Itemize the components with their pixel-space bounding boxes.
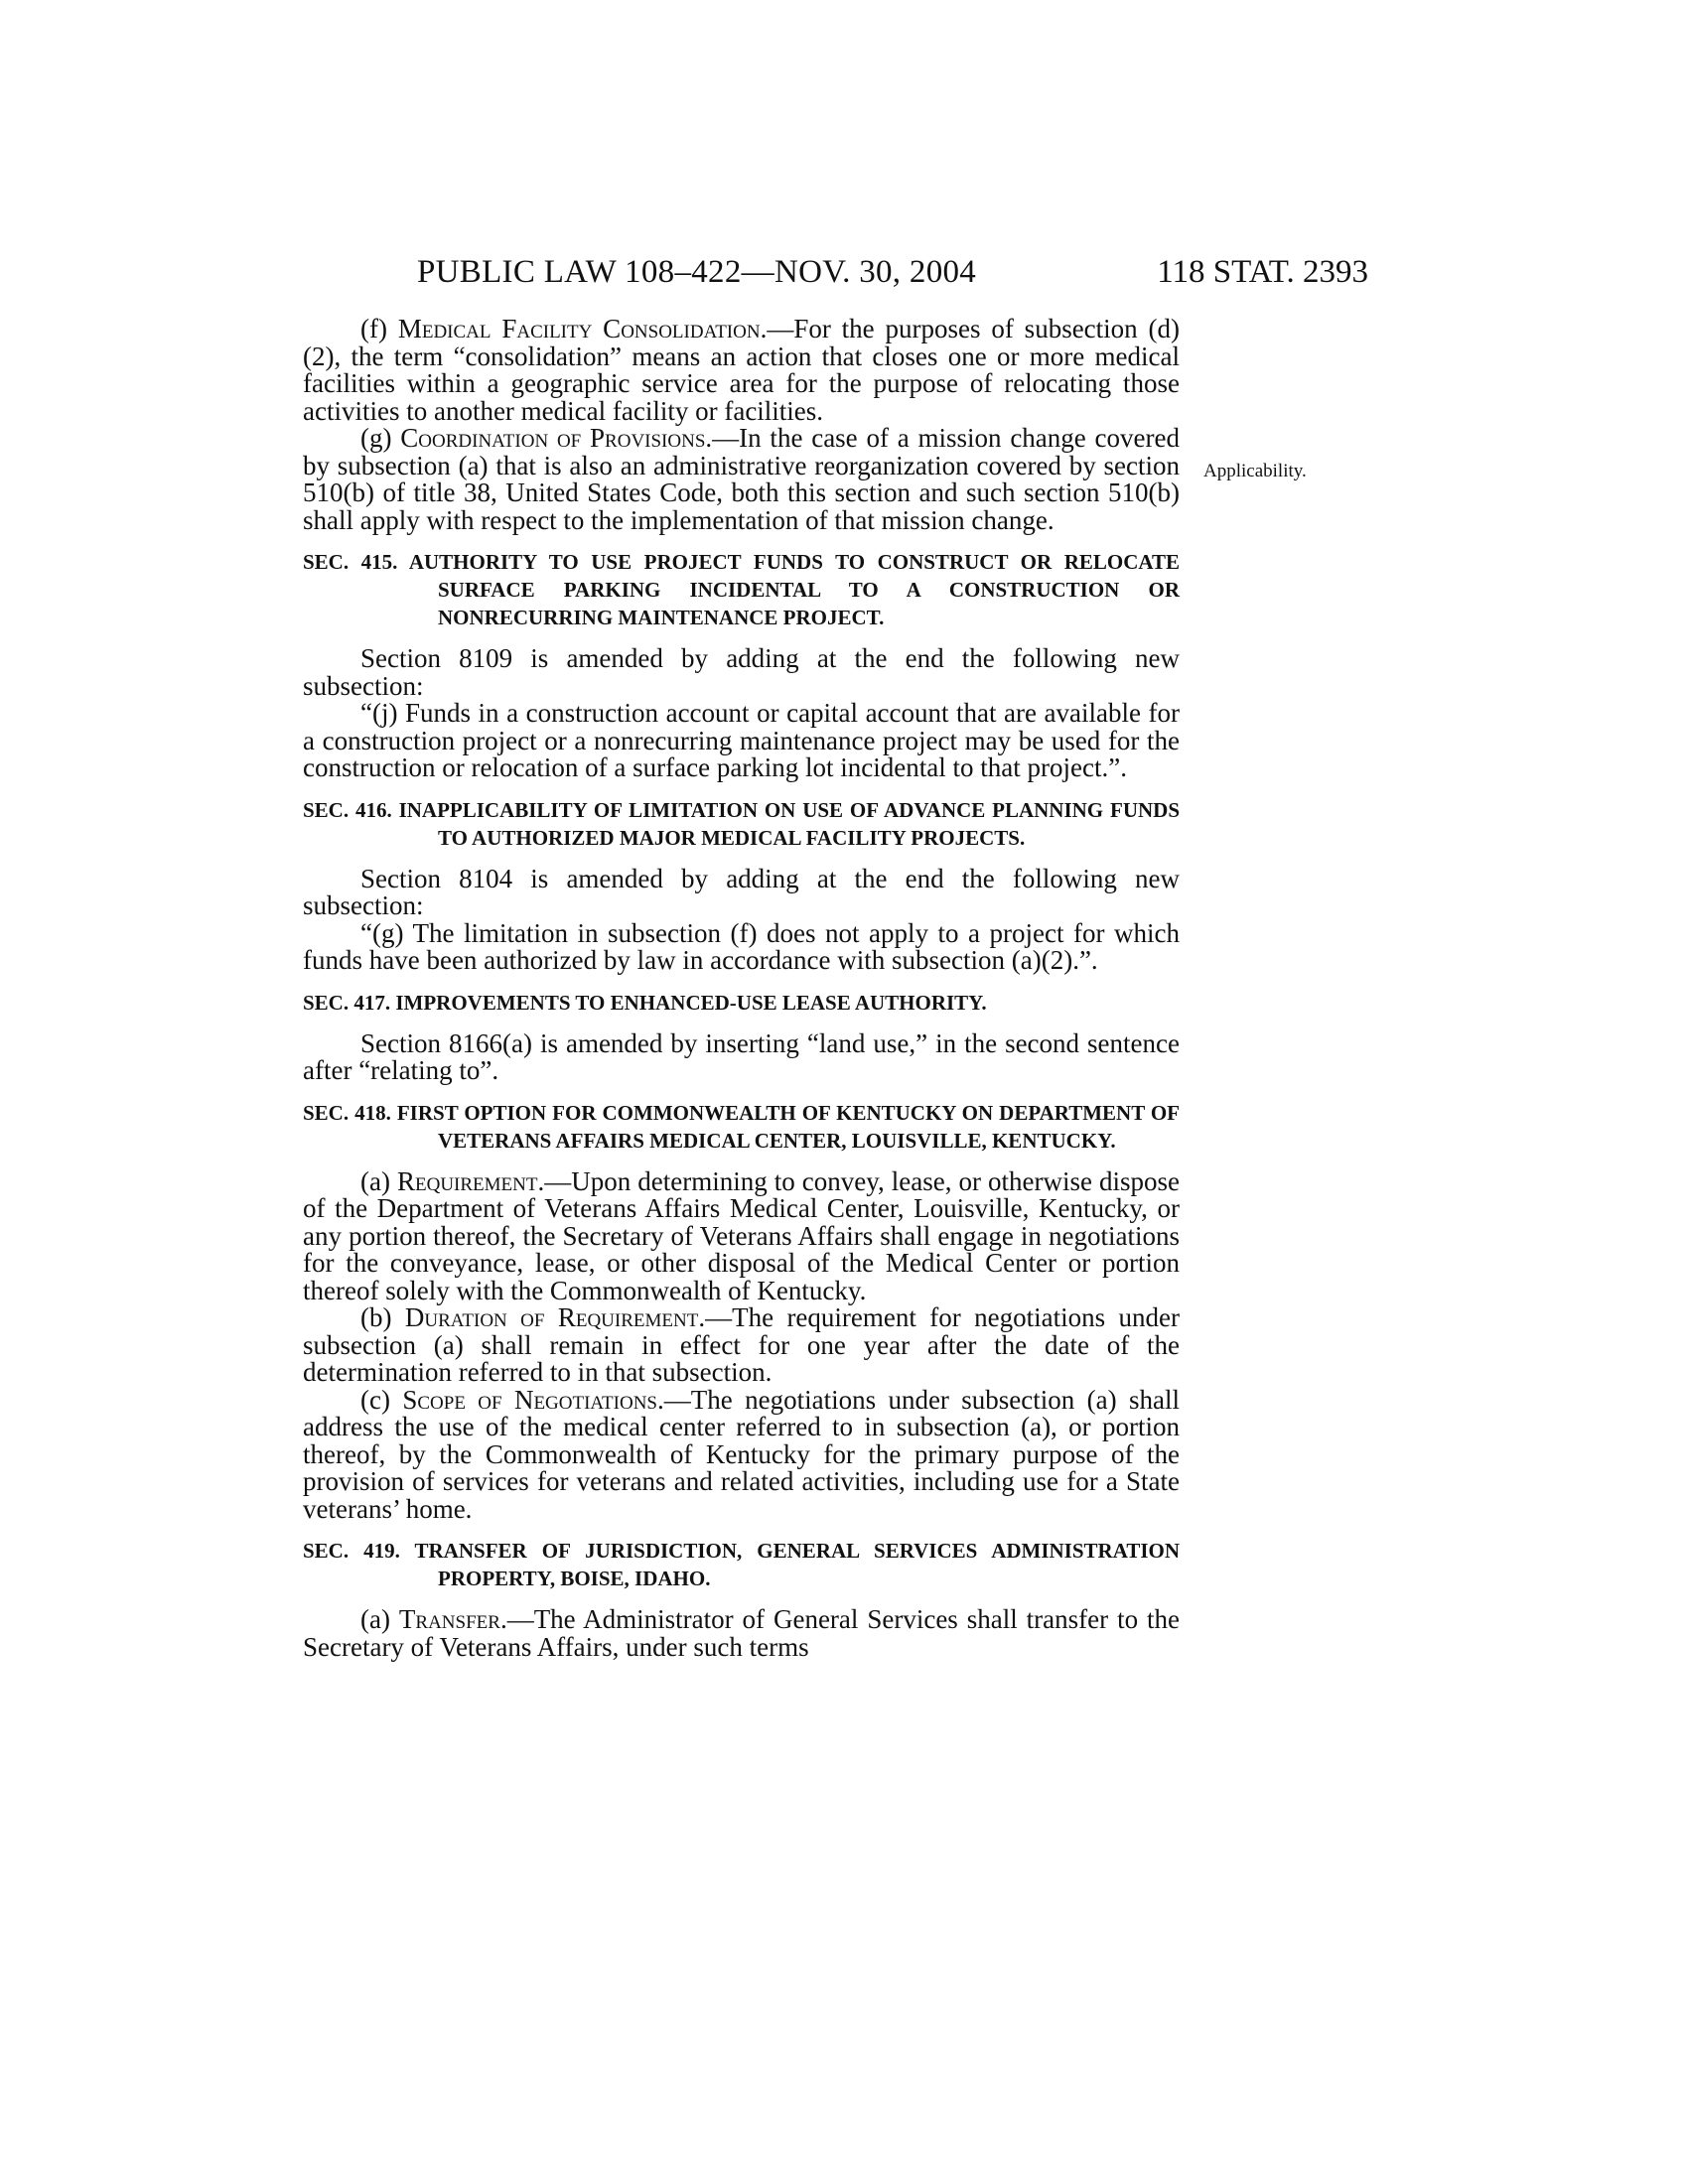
section-415-heading: SEC. 415. AUTHORITY TO USE PROJECT FUNDS TO CONSTRUCT OR RELOCATE SURFACE PARKING INCIDENTAL TO A CONSTRUCTION OR NONRECURRING MAINTENANCE PROJECT.: [303, 550, 1180, 629]
section-418-c-text: The negotiations under subsection (a) shall address the use of the medical center referred to in subsection (a), or portion thereof, by the Commonwealth of Kentucky for the primary purpose of the provision of services for veterans and related activities, including use for a State veterans’ home.: [303, 1384, 1180, 1524]
subsection-g: [303, 425, 1180, 534]
section-418-a-heading: Requirement: [397, 1165, 538, 1196]
document-body: [303, 316, 1180, 1661]
running-head-title: PUBLIC LAW 108–422—NOV. 30, 2004: [417, 254, 977, 290]
section-419-heading: SEC. 419. TRANSFER OF JURISDICTION, GENERAL SERVICES ADMINISTRATION PROPERTY, BOISE, IDAHO.: [303, 1539, 1180, 1590]
section-418-b-text: The requirement for negotiations under subsection (a) shall remain in effect for one year after the date of the determination referred to in that subsection.: [303, 1302, 1180, 1387]
section-418-subsection-b: [303, 1304, 1180, 1387]
section-418-c-heading: Scope of Negotiations: [402, 1384, 657, 1415]
section-419-a-label: (a): [360, 1604, 399, 1634]
section-418-a-label: (a): [360, 1165, 397, 1196]
subsection-f: [303, 316, 1180, 425]
statute-page-reference: 118 STAT. 2393: [1157, 254, 1368, 290]
section-418-subsection-c: [303, 1384, 1180, 1524]
section-417-heading: SEC. 417. IMPROVEMENTS TO ENHANCED-USE LEASE AUTHORITY.: [303, 990, 987, 1015]
section-418-b-dash: .—: [698, 1302, 733, 1332]
section-415-amendment: “(j) Funds in a construction account or capital account that are available for a construction project or a nonrecurring maintenance project may be used for the construction or relocation of a surface parking lot incidental to that project.”.: [303, 698, 1180, 782]
section-418-a-text: Upon determining to convey, lease, or otherwise dispose of the Department of Veterans Affairs Medical Center, Louisville, Kentucky, or any portion thereof, the Secretary of Veterans Affairs shall engage in negotiations for the conveyance, lease, or other disposal of the Medical Center or portion thereof solely with the Commonwealth of Kentucky.: [303, 1165, 1180, 1305]
subsection-g-heading: Coordination of Provisions: [400, 423, 706, 453]
section-418-a-dash: .—: [537, 1165, 572, 1196]
section-419-a-heading: Transfer: [398, 1604, 500, 1634]
section-419-a-dash: .—: [499, 1604, 534, 1634]
subsection-f-label: (f): [360, 314, 398, 343]
subsection-g-dash: .—: [705, 423, 740, 453]
section-418-c-dash: .—: [657, 1384, 691, 1415]
margin-note-applicability: Applicability.: [1203, 461, 1307, 481]
subsection-f-text: For the purposes of subsection (d)(2), the term “consolidation” means an action that closes one or more medical facilities within a geographic service area for the purpose of relocating those activities to another medical facility or facilities.: [303, 314, 1180, 426]
subsection-g-label: (g): [360, 423, 401, 453]
subsection-f-heading: Medical Facility Consolidation: [397, 314, 761, 343]
section-416-intro: Section 8104 is amended by adding at the end the following new subsection:: [303, 863, 1180, 920]
section-418-c-label: (c): [360, 1384, 403, 1415]
section-416-amendment: “(g) The limitation in subsection (f) does not apply to a project for which funds have been authorized by law in accordance with subsection (a)(2).”.: [303, 917, 1180, 975]
section-418-b-heading: Duration of Requirement: [404, 1302, 699, 1332]
subsection-f-dash: .—: [760, 314, 794, 343]
section-415-intro: Section 8109 is amended by adding at the end the following new subsection:: [303, 643, 1180, 701]
section-418-heading: SEC. 418. FIRST OPTION FOR COMMONWEALTH OF KENTUCKY ON DEPARTMENT OF VETERANS AFFAIRS MEDICAL CENTER, LOUISVILLE, KENTUCKY.: [303, 1100, 1180, 1153]
section-416-heading: SEC. 416. INAPPLICABILITY OF LIMITATION ON USE OF ADVANCE PLANNING FUNDS TO AUTHORIZED MAJOR MEDICAL FACILITY PROJECTS.: [303, 797, 1180, 850]
section-418-b-label: (b): [360, 1302, 405, 1332]
section-417-text: Section 8166(a) is amended by inserting “land use,” in the second sentence after “relating to”.: [303, 1027, 1180, 1085]
section-419-a-text: The Administrator of General Services shall transfer to the Secretary of Veterans Affairs, under such terms: [303, 1604, 1180, 1662]
section-418-subsection-a: [303, 1165, 1180, 1305]
subsection-g-text: In the case of a mission change covered by subsection (a) that is also an administrative reorganization covered by section 510(b) of title 38, United States Code, both this section and such section 510(b) shall apply with respect to the implementation of that mission change.: [303, 423, 1181, 535]
section-419-subsection-a: [303, 1606, 1180, 1661]
